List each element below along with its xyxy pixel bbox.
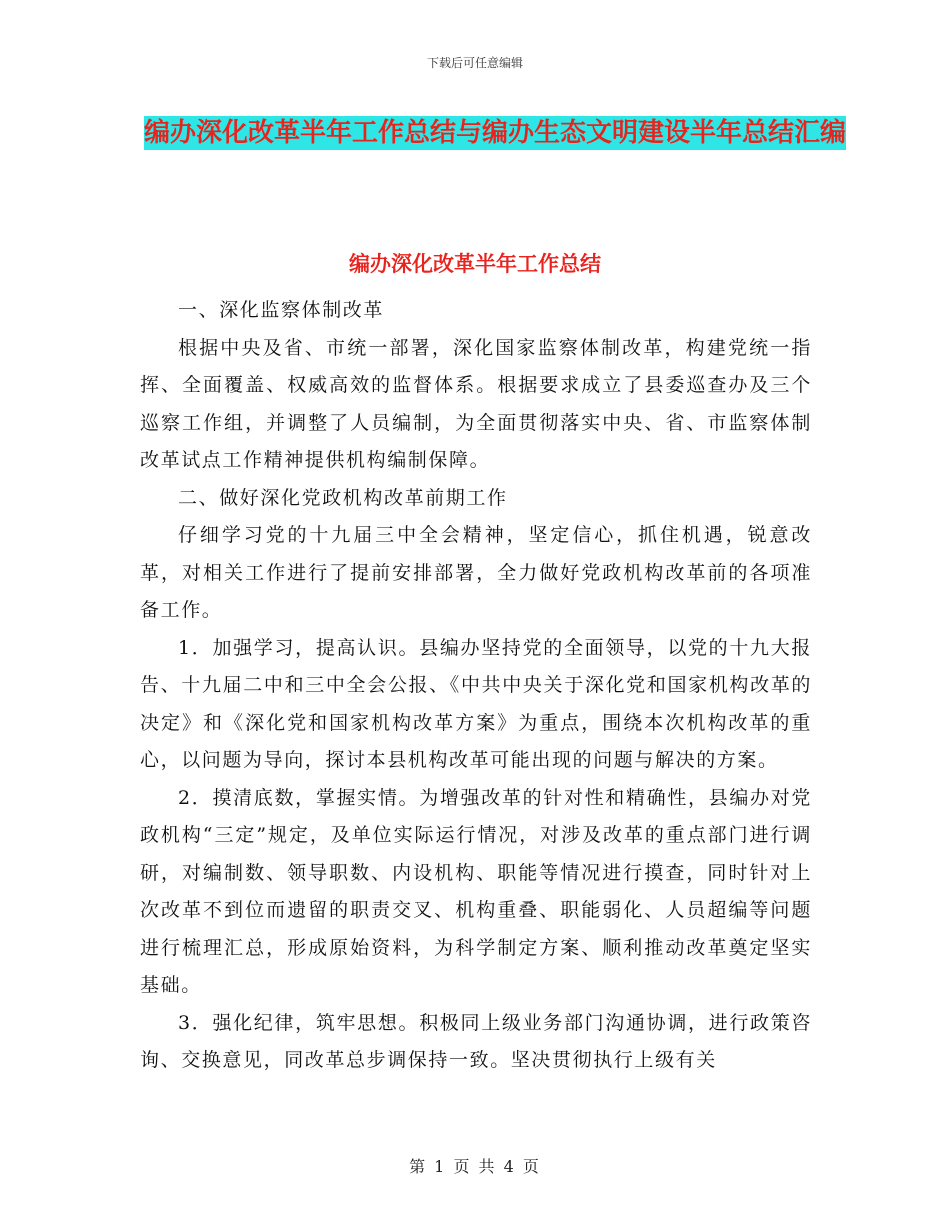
document-title <box>140 108 850 158</box>
body-paragraph: 1．加强学习，提高认识。县编办坚持党的全面领导，以党的十九大报告、十九届二中和三中全会公报、《中共中央关于深化党和国家机构改革的决定》和《深化党和国家机构改革方案》为重点，围绕本次机构改革的重心，以问题为导向，探讨本县机构改革可能出现的问题与解决的方案。 <box>140 636 812 771</box>
body-paragraph: 仔细学习党的十九届三中全会精神，坚定信心，抓住机遇，锐意改革，对相关工作进行了提前安排部署，全力做好党政机构改革前的各项准备工作。 <box>140 524 812 621</box>
heading-paragraph-2: 二、做好深化党政机构改革前期工作 <box>178 486 508 509</box>
body-paragraph: 3．强化纪律，筑牢思想。积极同上级业务部门沟通协调，进行政策咨询、交换意见，同改革总步调保持一致。坚决贯彻执行上级有关 <box>140 1011 812 1071</box>
body-paragraph: 2．摸清底数，掌握实情。为增强改革的针对性和精确性，县编办对党政机构“三定”规定，及单位实际运行情况，对涉及改革的重点部门进行调研，对编制数、领导职数、内设机构、职能等情况进行摸查，同时针对上次改革不到位而遗留的职责交叉、机构重叠、职能弱化、人员超编等问题进行梳理汇总，形成原始资料，为科学制定方案、顺利推动改革奠定坚实基础。 <box>140 786 812 996</box>
heading-paragraph-1: 一、深化监察体制改革 <box>178 299 385 321</box>
document-body <box>140 292 812 1080</box>
document-title-text: 编办深化改革半年工作总结与编办生态文明建设半年总结汇编 <box>143 118 846 148</box>
header-note: 下载后可任意编辑 <box>426 56 523 70</box>
section-title: 编办深化改革半年工作总结 <box>349 252 601 276</box>
page-indicator: 第 1 页 共 4 页 <box>409 1157 541 1176</box>
body-paragraph: 根据中央及省、市统一部署，深化国家监察体制改革，构建党统一指挥、全面覆盖、权威高效的监督体系。根据要求成立了县委巡查办及三个巡察工作组，并调整了人员编制，为全面贯彻落实中央、省、市监察体制改革试点工作精神提供机构编制保障。 <box>140 336 812 471</box>
